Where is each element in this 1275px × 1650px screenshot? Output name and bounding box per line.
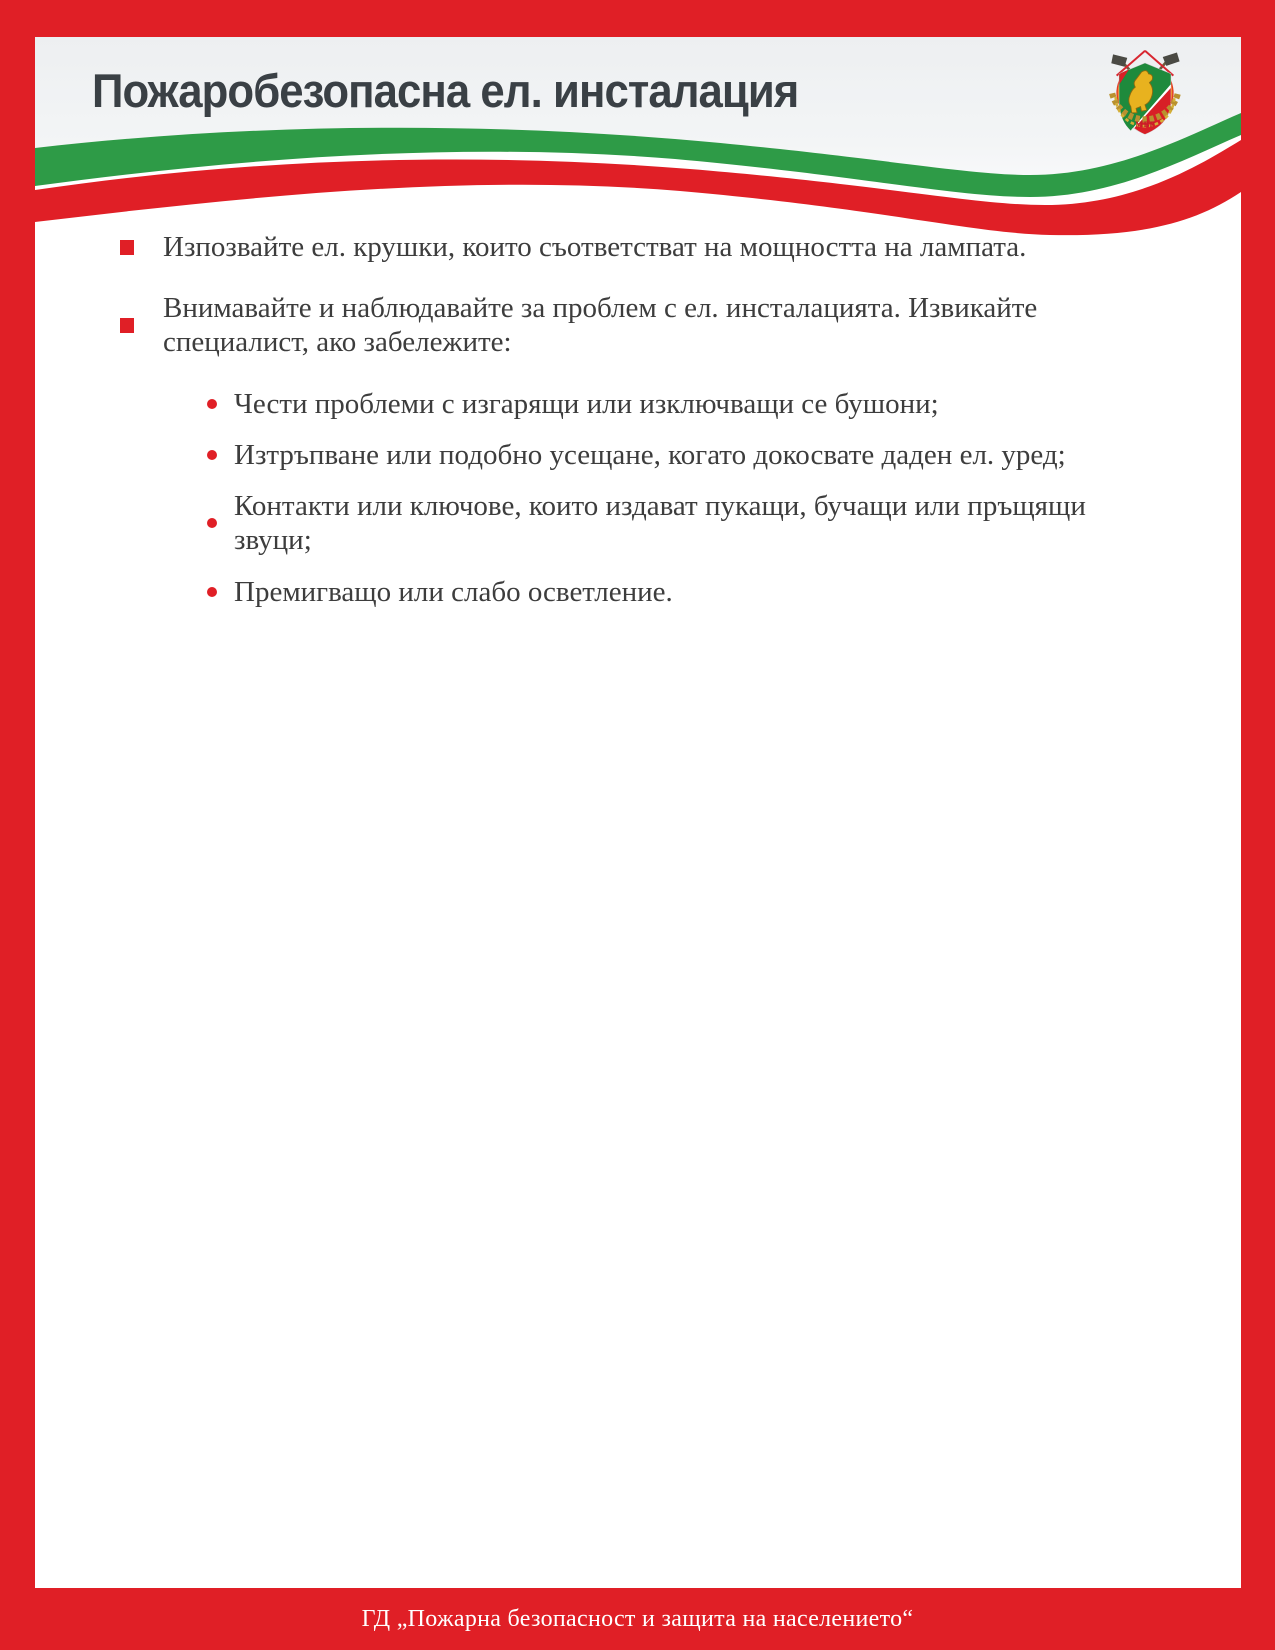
emblem-text: МВР [1135, 119, 1155, 130]
sub-list-item [35, 438, 1241, 472]
square-bullet-icon [120, 318, 134, 333]
sub-list-item-text: Премигващо или слабо осветление. [234, 575, 673, 608]
sub-list-item-text: Контакти или ключове, които издават пукащи, бучащи или пръщящи звуци; [234, 490, 1086, 557]
sub-list-item [35, 387, 1241, 421]
sub-list-item-text: Изтръпване или подобно усещане, когато докосвате даден ел. уред; [234, 438, 1066, 471]
page-title: Пожаробезопасна ел. инсталация [92, 64, 799, 117]
footer-band [0, 1588, 1275, 1650]
document-body [35, 230, 1241, 626]
fire-service-logo [1099, 49, 1191, 151]
list-item-text: Изпозвайте ел. крушки, които съответстват на мощността на лампата. [163, 231, 1027, 263]
list-item [35, 291, 1241, 359]
dot-bullet-icon [207, 399, 217, 409]
dot-bullet-icon [207, 450, 217, 460]
sub-list-item [35, 489, 1241, 557]
sub-list-item-text: Чести проблеми с изгарящи или изключващи се бушони; [234, 387, 939, 420]
footer-text: ГД „Пожарна безопасност и защита на населението“ [361, 1605, 914, 1632]
list-item-text: Внимавайте и наблюдавайте за проблем с ел. инсталацията. Извикайте специалист, ако забележите: [163, 292, 1038, 359]
list-item [35, 230, 1241, 264]
dot-bullet-icon [207, 587, 217, 597]
sub-list [35, 387, 1241, 609]
fire-service-emblem-icon [1099, 49, 1191, 151]
dot-bullet-icon [207, 518, 217, 528]
content-area [35, 37, 1241, 1588]
square-bullet-icon [120, 240, 134, 255]
sub-list-item [35, 575, 1241, 609]
